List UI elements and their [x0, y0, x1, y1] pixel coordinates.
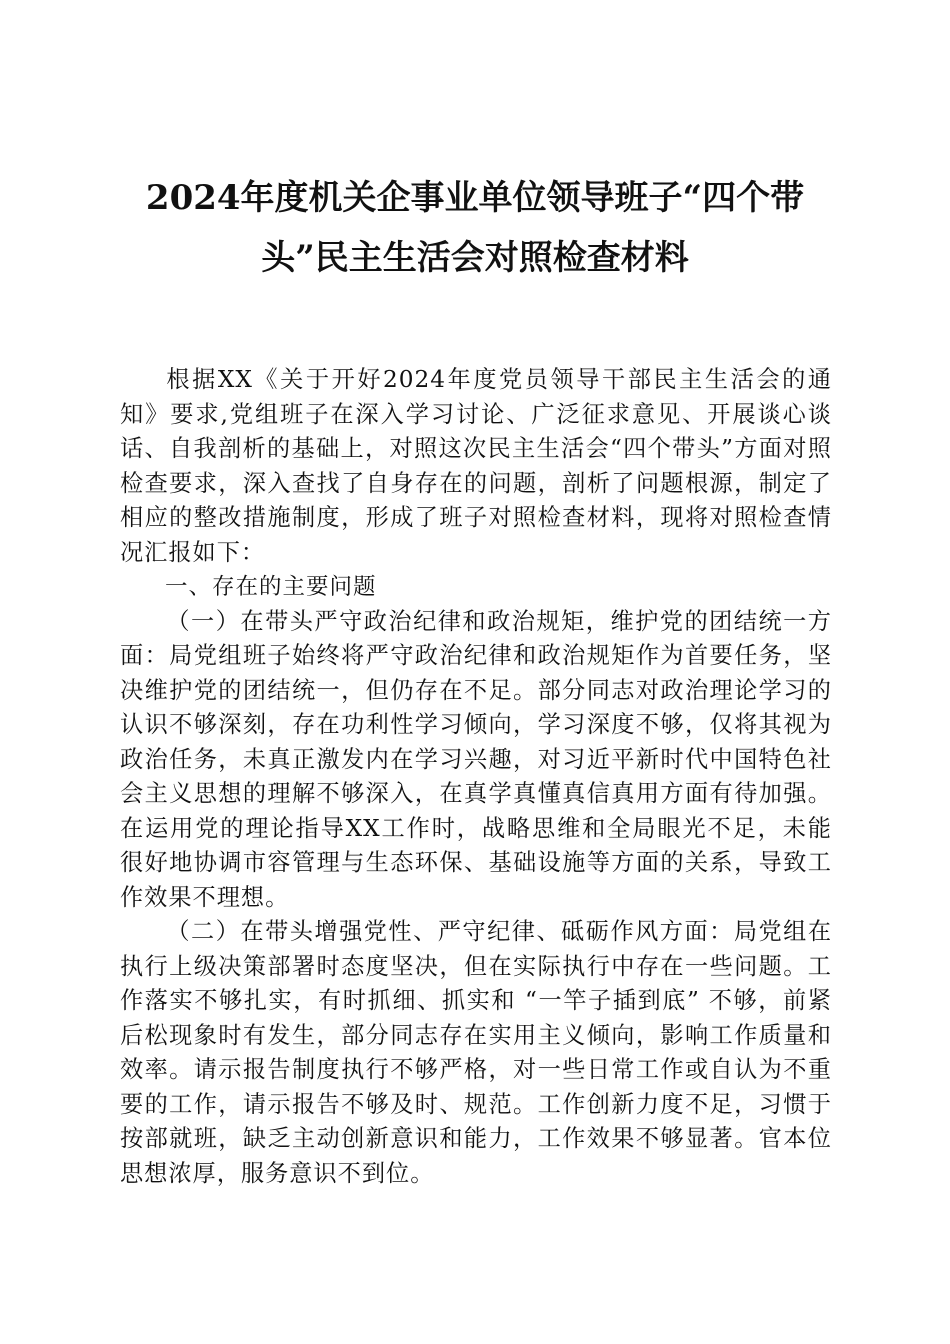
item-2-paragraph — [120, 915, 832, 1191]
item-1-text: 局党组班子始终将严守政治纪律和政治规矩作为首要任务，坚决维护党的团结统一，但仍存在不足。部分同志对政治理论学习的认识不够深刻，存在功利性学习倾向，学习深度不够，仅将其视为政治任务，未真正激发内在学习兴趣，对习近平新时代中国特色社会主义思想的理解不够深入，在真学真懂真信真用方面有待加强。在运用党的理论指导XX工作时，战略思维和全局眼光不足，未能很好地协调市容管理与生态环保、基础设施等方面的关系，导致工作效果不理想。 — [120, 642, 833, 911]
item-1-paragraph — [120, 605, 832, 916]
intro-paragraph: 根据XX《关于开好2024年度党员领导干部民主生活会的通知》要求,党组班子在深入学习讨论、广泛征求意见、开展谈心谈话、自我剖析的基础上，对照这次民主生活会“四个带头”方面对照检查要求，深入查找了自身存在的问题，剖析了问题根源，制定了相应的整改措施制度，形成了班子对照检查材料，现将对照检查情况汇报如下： — [120, 366, 832, 566]
document-title — [120, 168, 830, 288]
title-line-1: 2024年度机关企事业单位领导班子“四个带 — [145, 178, 805, 218]
document-body — [120, 363, 832, 1191]
item-2-text: 局党组在执行上级决策部署时态度坚决，但在实际执行中存在一些问题。工作落实不够扎实，有时抓细、抓实和 “一竿子插到底” 不够，前紧后松现象时有发生，部分同志存在实用主义倾向，影响工作质量和效率。请示报告制度执行不够严格，对一些日常工作或自认为不重要的工作，请示报告不够及时、规范。工作创新力度不足，习惯于按部就班，缺乏主动创新意识和能力，工作效果不够显著。官本位思想浓厚，服务意识不到位。 — [120, 918, 833, 1187]
item-2-lead: （二）在带头增强党性、严守纪律、砥砺作风方面： — [166, 918, 734, 945]
section-heading: 一、存在的主要问题 — [165, 574, 377, 600]
item-1-lead: （一）在带头严守政治纪律和政治规矩，维护党的团结统一方面： — [120, 607, 832, 669]
title-line-2: 头”民主生活会对照检查材料 — [261, 238, 689, 278]
